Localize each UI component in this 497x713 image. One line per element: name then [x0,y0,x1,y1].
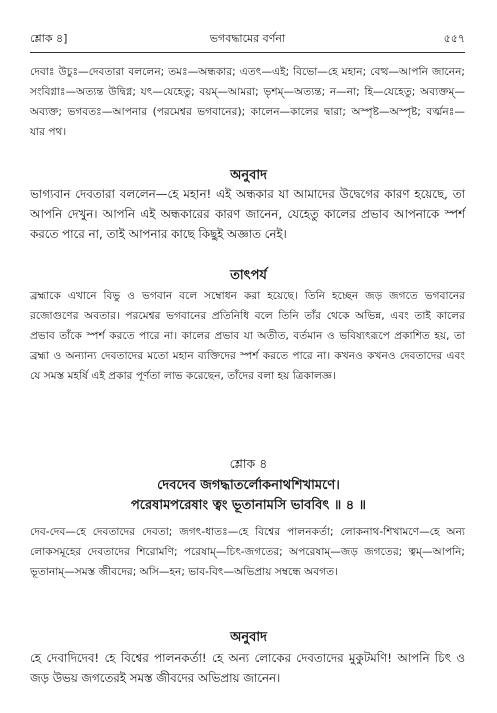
verse-line-2: পরেষামপরেষাং ত্বং ভূতানামসি ভাববিৎ ॥ ৪ ॥ [130,498,367,513]
verse-number: শ্লোক ৪ [229,456,268,471]
header-rule [30,52,465,53]
translation-heading-1: অনুবাদ [230,168,267,183]
header-page-number: ৫৫৭ [443,32,465,45]
verse-line-1: দেবদেব জগদ্ধাতর্লোকনাথশিখামণে। [157,478,340,493]
purport-text: ব্রহ্মাকে এখানে বিভু ও ভগবান বলে সম্বোধন করা হয়েছে। তিনি হচ্ছেন জড় জগতে ভগবানের রজোগুণের অবতার। পরমেশ্বর ভগবানের প্রতিনিধি বলে তিনি তাঁর থেকে অভিন্ন, এবং তাই কালের প্রভাব তাঁকে স্পর্শ করতে পারে না। কালের প্রভাব যা অতীত, বর্তমান ও ভবিষ্যৎরূপে প্রকাশিত হয়, তা ব্রহ্মা ও অন্যান্য দেবতাদের মতো মহান ব্যক্তিদের স্পর্শ করতে পারে না। কখনও কখনও দেবতাদের এবং যে সমস্ত মহর্ষি এই প্রকার পূর্ণতা লাভ করেছেন, তাঁদের বলা হয় ত্রিকালজ্ঞ। [30,290,465,382]
translation-heading-2: অনুবাদ [230,630,267,645]
translation-text-1: ভাগ্যবান দেবতারা বললেন—হে মহান! এই অন্ধকার যা আমাদের উদ্বেগের কারণ হয়েছে, তা আপনি দেখুন। আপনি এই অন্ধকারের কারণ জানেন, যেহেতু কালের প্রভাব আপনাকে স্পর্শ করতে পারে না, তাই আপনার কাছে কিছুই অজ্ঞাত নেই। [30,187,465,241]
translation-text-2: হে দেবাদিদেব! হে বিশ্বের পালনকর্তা! হে অন্য লোকের দেবতাদের মুকুটমণি! আপনি চিৎ ও জড় উভয় জগতেরই সমস্ত জীবদের অভিপ্রায় জানেন। [30,651,465,685]
synonyms-top: দেবাঃ উচুঃ—দেবতারা বললেন; তমঃ—অন্ধকার; এতৎ—এই; বিভো—হে মহান; বেত্থ—আপনি জানেন; সংবিগ্নাঃ—অত্যন্ত উদ্বিগ্ন; যৎ—যেহেতু; বয়ম্—আমরা; ভৃশম্—অত্যন্ত; ন—না; হি—যেহেতু; অব্যক্তম্—অব্যক্ত; ভগবতঃ—আপনার (পরমেশ্বর ভগবানের); কালেন—কালের দ্বারা; অস্পৃষ্ট—অস্পৃষ্ট; বর্ত্মনঃ—যার পথ। [30,66,465,138]
purport-heading: তাৎপর্য [230,268,267,283]
header-chapter-title: ভগবদ্ধামের বর্ণনা [209,32,286,45]
running-header [30,30,465,48]
synonyms-bottom: দেব-দেব—হে দেবতাদের দেবতা; জগৎ-ধাতঃ—হে বিশ্বের পালনকর্তা; লোকনাথ-শিখামণে—হে অন্য লোকসমূহের দেবতাদের শিরোমণি; পরেষাম্—চিৎ-জগতের; অপরেষাম্—জড় জগতের; ত্বম্—আপনি; ভূতানাম্—সমস্ত জীবদের; অসি—হন; ভাব-বিৎ—অভিপ্রায় সম্বন্ধে অবগত। [30,526,465,578]
header-verse-ref: শ্লোক ৪] [30,32,68,45]
